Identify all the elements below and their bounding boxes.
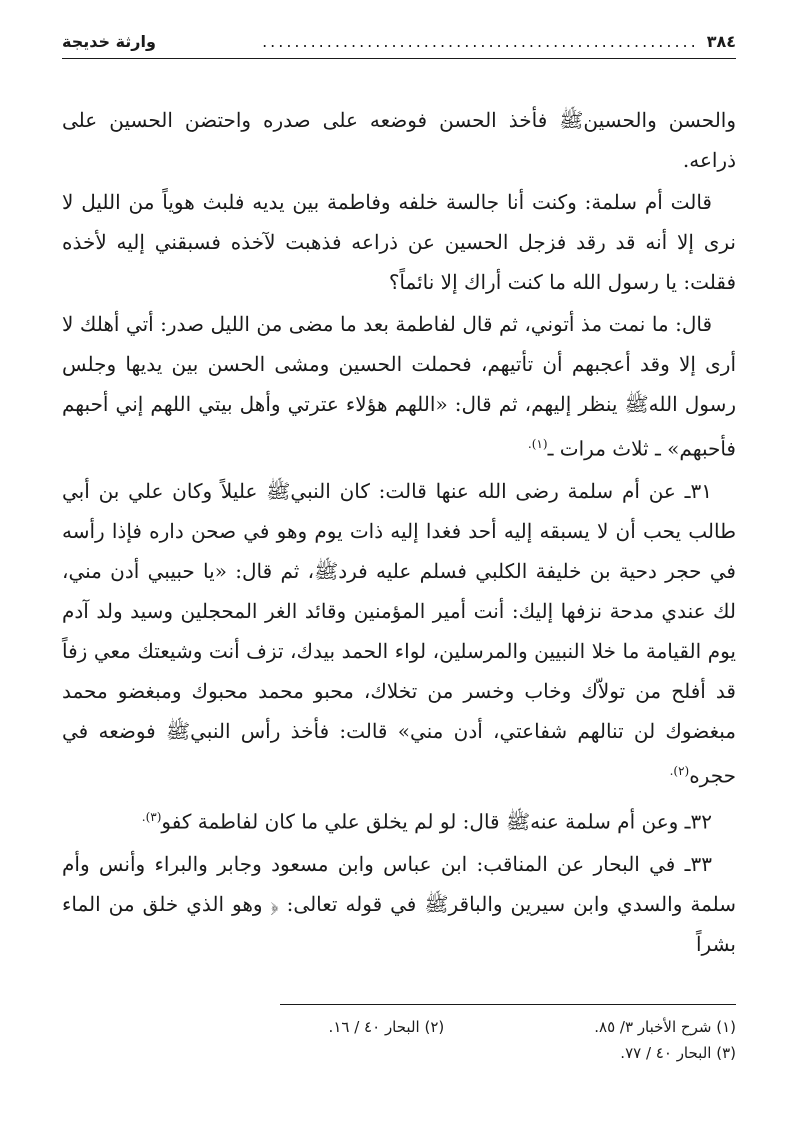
paragraph-hadith-33: ٣٣ـ في البحار عن المناقب: ابن عباس وابن مسعود وجابر والبراء وأنس وأم سلمة والسدي وابن سيرين والباقرﷺ في قوله تعالى: ﴿ وهو الذي خلق من الماء بشراً — [62, 851, 736, 956]
running-header — [62, 32, 736, 59]
footnote-marker-3: (٣). — [141, 810, 162, 825]
paragraph-3 — [62, 304, 736, 469]
paragraph-hadith-32 — [62, 797, 736, 842]
hadith-31-text: ٣١ـ عن أم سلمة رضى الله عنها قالت: كان النبيﷺ عليلاً وكان علي بن أبي طالب يحب أن لا يسبقه إليه أحد فغدا إليه ذات يوم وهو في صحن داره فإذا رأسه في حجر دحية بن خليفة الكلبي فسلم عليه فردﷺ، ثم قال: «يا حبيبي أدن مني، لك عندي مدحة نزفها إليك: أنت أمير المؤمنين وقائد الغر المحجلين وسيد ولد آدم يوم القيامة ما خلا النبيين والمرسلين، لواء الحمد بيدك، تزف أنت وشيعتك معي زفاً قد أفلح من تولاّك وخاب وخسر من تخلاك، محبو محمد محبوك ومبغضو محمد مبغضوك لن تنالهم شفاعتي، أدن مني» قالت: فأخذ رأس النبيﷺ فوضعه في حجره — [62, 478, 736, 788]
header-leader-dots: ...................................................... — [262, 32, 699, 51]
paragraph-3-text: قال: ما نمت مذ أتوني، ثم قال لفاطمة بعد ما مضى من الليل صدر: أتي أهلك لا أرى إلا وقد أعجبهم أن تأتيهم، فحملت الحسين ومشى الحسن بين يديها وجلس رسول اللهﷺ ينظر إليهم، ثم قال: «اللهم هؤلاء عترتي وأهل بيتي اللهم إني أحبهم فأحبهم» ـ ثلاث مرات ـ — [62, 312, 736, 461]
body-text — [62, 100, 736, 966]
footnote-2: (٢) البحار ٤٠ / ١٦. — [328, 1018, 445, 1036]
footnotes — [62, 1014, 736, 1066]
footnote-1: (١) شرح الأخبار ٣/ ٨٥. — [594, 1018, 736, 1036]
footnote-row — [62, 1014, 736, 1040]
footnote-marker-1: (١). — [527, 437, 548, 451]
page-number: ٣٨٤ — [706, 32, 736, 51]
hadith-32-text: ٣٢ـ وعن أم سلمة عنهﷺ قال: لو لم يخلق علي ما كان لفاطمة كفو — [161, 809, 712, 834]
footnote-3: (٣) البحار ٤٠ / ٧٧. — [620, 1044, 736, 1062]
paragraph-hadith-31 — [62, 471, 736, 796]
footnote-marker-2: (٢). — [669, 763, 690, 778]
paragraph-1: والحسن والحسينﷺ فأخذ الحسن فوضعه على صدره واحتضن الحسين على ذراعه. — [62, 108, 736, 172]
footnote-divider — [280, 1004, 736, 1005]
paragraph-2: قالت أم سلمة: وكنت أنا جالسة خلفه وفاطمة بين يديه فلبث هوياً من الليل لا نرى إلا أنه قد رقد فزجل الحسين عن ذراعه فذهبت لآخذه فسبقني إليه لأخذه فقلت: يا رسول الله ما كنت أراك إلا نائماً؟ — [62, 190, 736, 294]
book-title: وارثة خديجة — [62, 32, 156, 51]
